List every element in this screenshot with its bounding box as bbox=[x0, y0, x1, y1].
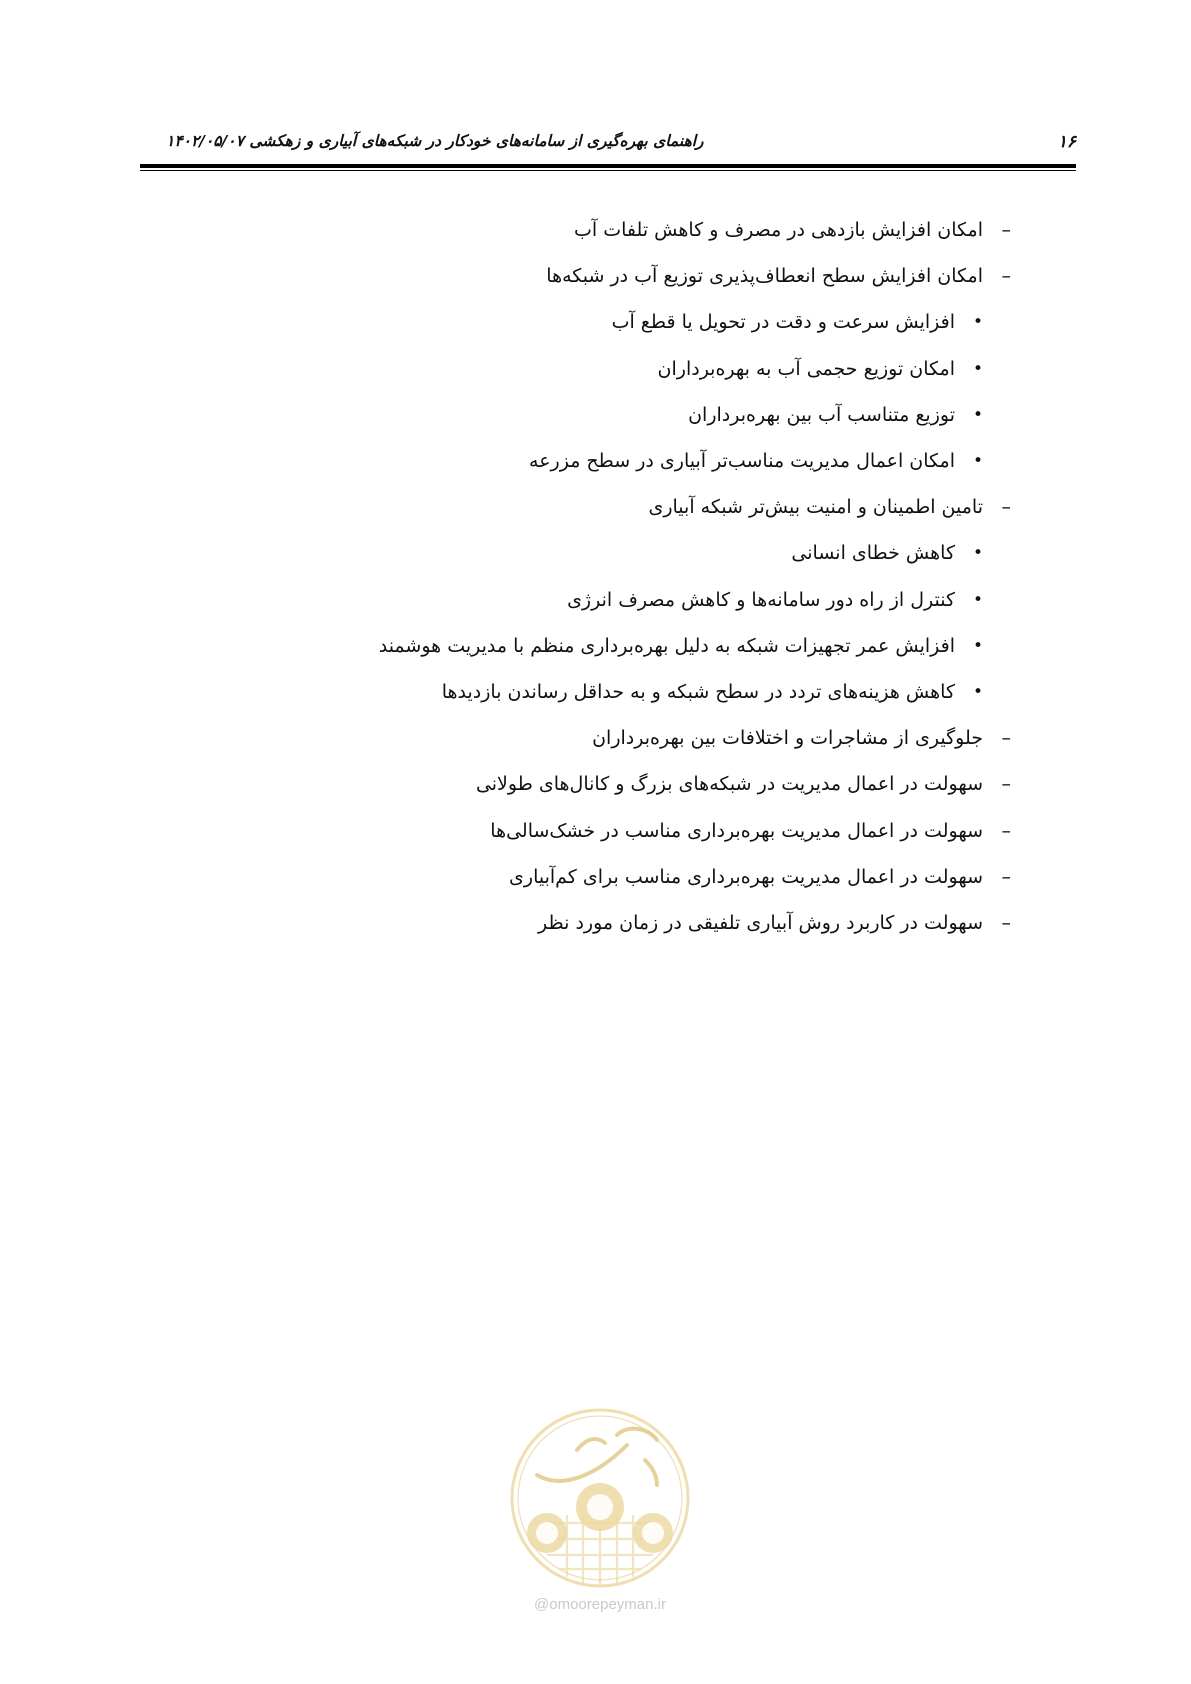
header-date: ۱۴۰۲/۰۵/۰۷ bbox=[166, 132, 244, 150]
list-item bbox=[688, 403, 983, 427]
list-item-text: سهولت در اعمال مدیریت در شبکه‌های بزرگ و کانال‌های طولانی bbox=[475, 773, 983, 795]
bullet-marker: • bbox=[972, 682, 983, 702]
list-item bbox=[574, 218, 1011, 242]
list-item-text: افزایش عمر تجهیزات شبکه به دلیل بهره‌برداری منظم با مدیریت هوشمند bbox=[378, 635, 955, 657]
list-item-text: جلوگیری از مشاجرات و اختلافات بین بهره‌برداران bbox=[592, 727, 983, 749]
dash-marker: – bbox=[1001, 820, 1011, 842]
watermark-logo bbox=[507, 1405, 693, 1591]
bullet-marker: • bbox=[972, 543, 983, 563]
dash-marker: – bbox=[1001, 912, 1011, 934]
header-title: راهنمای بهره‌گیری از سامانه‌های خودکار در شبکه‌های آبیاری و زهکشی bbox=[249, 132, 704, 150]
list-item-text: امکان توزیع حجمی آب به بهره‌برداران bbox=[657, 358, 955, 380]
running-title bbox=[140, 132, 704, 150]
list-item-text: کاهش خطای انسانی bbox=[791, 542, 955, 564]
bullet-marker: • bbox=[972, 636, 983, 656]
list-item-text: سهولت در اعمال مدیریت بهره‌برداری مناسب در خشک‌سالی‌ها bbox=[490, 820, 983, 842]
dash-marker: – bbox=[1001, 265, 1011, 287]
list-item bbox=[546, 264, 1011, 288]
list-item-text: امکان اعمال مدیریت مناسب‌تر آبیاری در سطح مزرعه bbox=[529, 450, 955, 472]
list-item bbox=[529, 449, 983, 473]
list-item-text: سهولت در کاربرد روش آبیاری تلفیقی در زمان مورد نظر bbox=[538, 912, 983, 934]
list-item-text: توزیع متناسب آب بین بهره‌برداران bbox=[688, 404, 955, 426]
list-item bbox=[791, 541, 983, 565]
bullet-marker: • bbox=[972, 451, 983, 471]
list-item bbox=[648, 495, 1011, 519]
bullet-marker: • bbox=[972, 590, 983, 610]
list-item-text: کنترل از راه دور سامانه‌ها و کاهش مصرف انرژی bbox=[567, 589, 955, 611]
header-rule bbox=[140, 164, 1076, 168]
list-item bbox=[567, 588, 983, 612]
list-item bbox=[658, 357, 983, 381]
bullet-marker: • bbox=[972, 312, 983, 332]
list-item-text: امکان افزایش سطح انعطاف‌پذیری توزیع آب در شبکه‌ها bbox=[546, 265, 983, 287]
watermark-site: @omoorepeyman.ir bbox=[534, 1596, 666, 1613]
list-item bbox=[476, 772, 1011, 796]
list-item bbox=[592, 726, 1011, 750]
dash-marker: – bbox=[1001, 219, 1011, 241]
bullet-marker: • bbox=[972, 405, 983, 425]
list-item bbox=[490, 819, 1011, 843]
list-item-text: تامین اطمینان و امنیت بیش‌تر شبکه آبیاری bbox=[648, 496, 983, 518]
list-item bbox=[442, 680, 983, 704]
dash-marker: – bbox=[1001, 866, 1011, 888]
dash-marker: – bbox=[1001, 496, 1011, 518]
list-item-text: افزایش سرعت و دقت در تحویل یا قطع آب bbox=[611, 311, 955, 333]
list-item-text: سهولت در اعمال مدیریت بهره‌برداری مناسب برای کم‌آبیاری bbox=[509, 866, 983, 888]
list-item bbox=[612, 310, 983, 334]
page-header bbox=[140, 126, 1076, 166]
list-item-text: کاهش هزینه‌های تردد در سطح شبکه و به حداقل رساندن بازدیدها bbox=[441, 681, 955, 703]
header-rule-thin bbox=[140, 170, 1076, 171]
list-item-text: امکان افزایش بازدهی در مصرف و کاهش تلفات آب bbox=[574, 219, 983, 241]
bullet-marker: • bbox=[972, 359, 983, 379]
page-number: ۱۶ bbox=[1057, 132, 1076, 152]
dash-marker: – bbox=[1001, 727, 1011, 749]
list-item bbox=[538, 911, 1011, 935]
list-item bbox=[379, 634, 983, 658]
dash-marker: – bbox=[1001, 773, 1011, 795]
list-item bbox=[509, 865, 1011, 889]
